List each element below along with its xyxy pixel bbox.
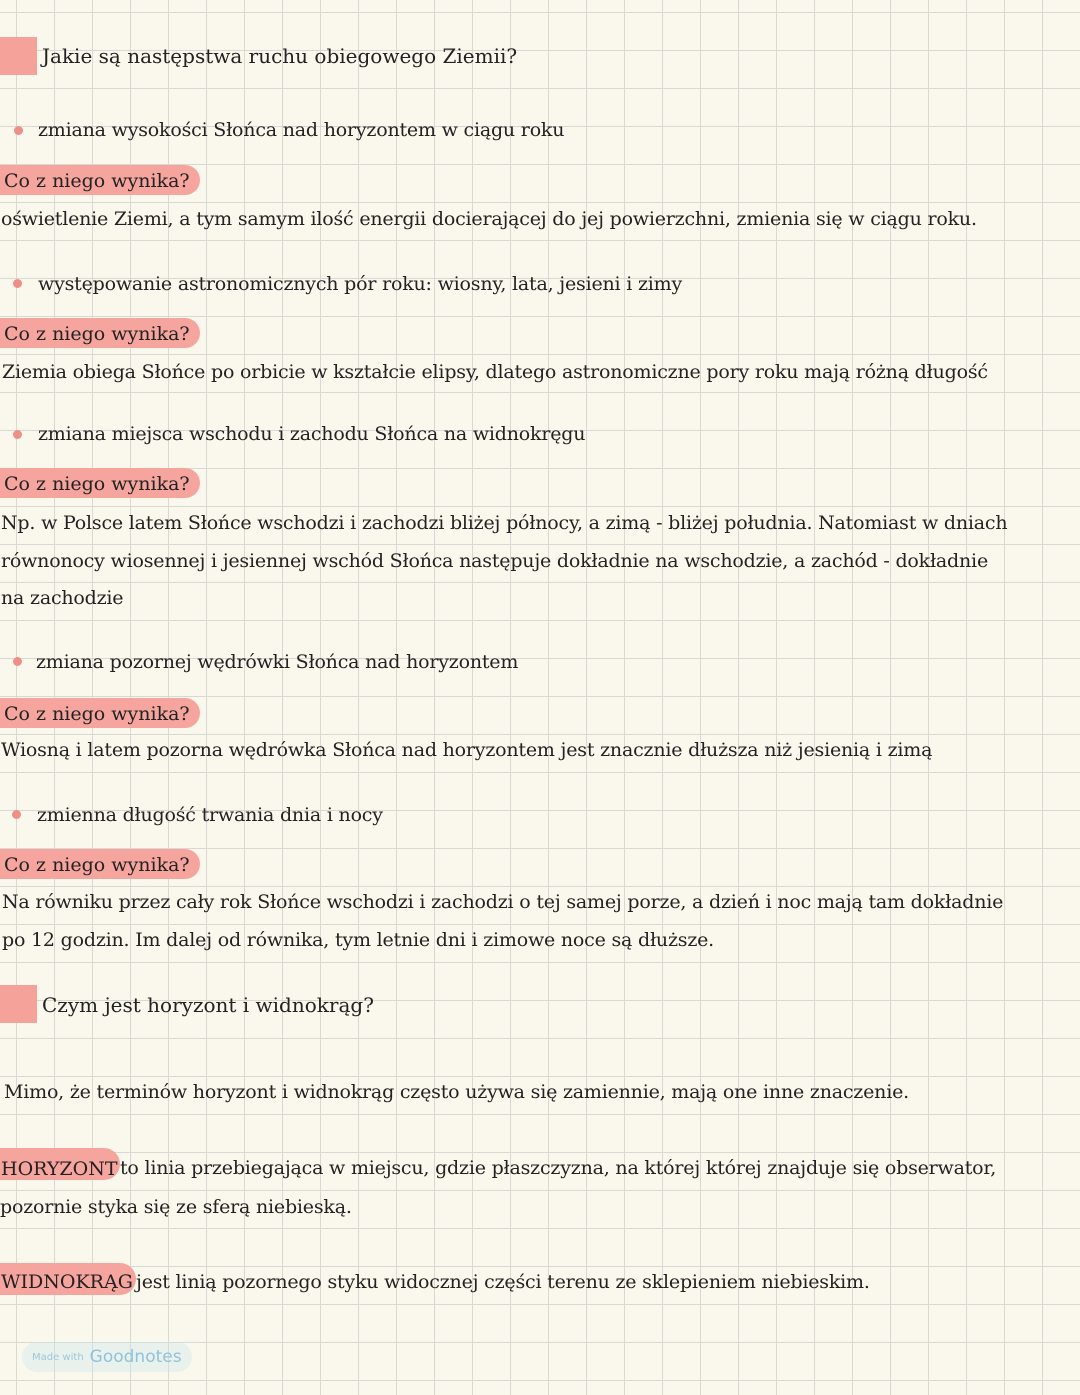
definition-text: to linia przebiegająca w miejscu, gdzie płaszczyzna, na której której znajduje się obserwator, (120, 1157, 997, 1179)
question-label: Co z niego wynika? (0, 318, 200, 348)
bullet-text: występowanie astronomicznych pór roku: wiosny, lata, jesieni i zimy (38, 273, 683, 295)
section-heading: Jakie są następstwa ruchu obiegowego Ziemii? (42, 44, 518, 68)
section-heading: Czym jest horyzont i widnokrąg? (42, 993, 374, 1017)
bullet-dot (12, 810, 21, 819)
goodnotes-badge (22, 1342, 192, 1372)
badge-prefix: Made with (32, 1351, 84, 1363)
answer-text: na zachodzie (1, 587, 124, 609)
intro-text: Mimo, że terminów horyzont i widnokrąg często używa się zamiennie, mają one inne znaczenie. (4, 1081, 909, 1103)
answer-text: Wiosną i latem pozorna wędrówka Słońca nad horyzontem jest znacznie dłuższa niż jesienią i zimą (1, 739, 933, 761)
bullet-dot (14, 126, 23, 135)
bullet-text: zmiana wysokości Słońca nad horyzontem w ciągu roku (38, 119, 565, 141)
question-label: Co z niego wynika? (0, 468, 200, 498)
bullet-text: zmiana pozornej wędrówki Słońca nad horyzontem (36, 651, 519, 673)
bullet-dot (13, 430, 22, 439)
term-widnokrag: WIDNOKRĄG (1, 1271, 133, 1293)
bullet-dot (13, 657, 22, 666)
section-marker (0, 37, 37, 75)
badge-brand: Goodnotes (89, 1347, 182, 1367)
section-marker (0, 985, 37, 1023)
answer-text: oświetlenie Ziemi, a tym samym ilość energii docierającej do jej powierzchni, zmienia się w ciągu roku. (1, 208, 977, 230)
bullet-text: zmienna długość trwania dnia i nocy (37, 804, 383, 826)
answer-text: po 12 godzin. Im dalej od równika, tym letnie dni i zimowe noce są dłuższe. (2, 929, 715, 951)
term-horyzont: HORYZONT (1, 1158, 118, 1180)
question-label: Co z niego wynika? (0, 165, 200, 195)
answer-text: Na równiku przez cały rok Słońce wschodzi i zachodzi o tej samej porze, a dzień i noc mają tam dokładnie (2, 891, 1004, 913)
definition-text: jest linią pozornego styku widocznej części terenu ze sklepieniem niebieskim. (136, 1271, 870, 1293)
bullet-text: zmiana miejsca wschodu i zachodu Słońca na widnokręgu (38, 423, 586, 445)
answer-text: równonocy wiosennej i jesiennej wschód Słońca następuje dokładnie na wschodzie, a zachód - dokładnie (1, 550, 988, 572)
bullet-dot (13, 279, 22, 288)
question-label: Co z niego wynika? (0, 849, 200, 879)
definition-text: pozornie styka się ze sferą niebieską. (0, 1196, 352, 1218)
answer-text: Ziemia obiega Słońce po orbicie w kształcie elipsy, dlatego astronomiczne pory roku mają różną długość (2, 361, 988, 383)
answer-text: Np. w Polsce latem Słońce wschodzi i zachodzi bliżej północy, a zimą - bliżej południa. Natomiast w dniach (1, 512, 1008, 534)
question-label: Co z niego wynika? (0, 698, 200, 728)
